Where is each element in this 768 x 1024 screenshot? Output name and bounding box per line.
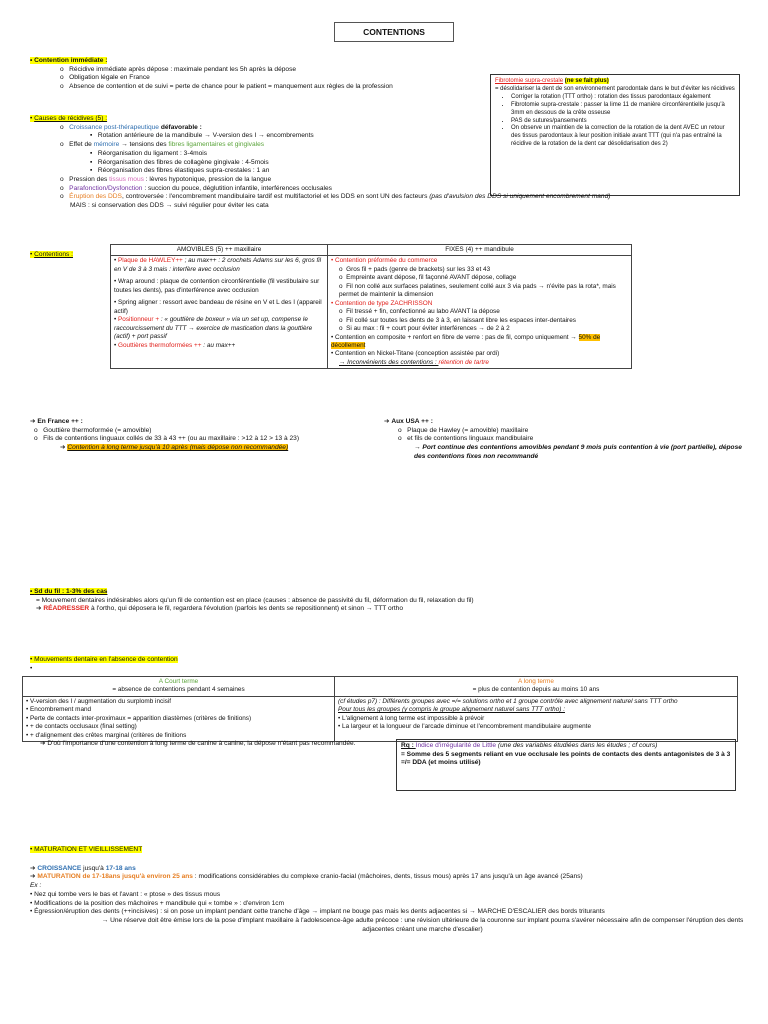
list-item: • PAS de sutures/pansements: [511, 118, 735, 126]
list-item: ▪ Réorganisation du ligament : 3-4mois: [90, 149, 208, 157]
list-item: o Pression des tissus mous : lèvres hypotonique, pression de la langue: [60, 175, 272, 183]
list-item: • Égression/éruption des dents (++incisives) : si on pose un implant pendant cette tranche d'âge → implant ne bouge pas mais les dents adjacentes si → MARCHE D'ESCALIER des bords triturants: [30, 908, 605, 916]
sd-fil-line: ➔ RÉADRESSER à l'ortho, qui déposera le fil, regardera l'évolution (parfois les dents se repositionnent) et sinon → TTT ortho: [36, 605, 403, 613]
immediate-section: [30, 57, 393, 92]
list-item: • Nez qui tombe vers le bas et l'avant : « ptose » des tissus mous: [30, 890, 221, 898]
list-item: ▪ Réorganisation des fibres élastiques supra-crestales : 1 an: [90, 167, 270, 175]
france-section: ➔ En France ++ : o Gouttière thermoformée (= amovible) o Fils de contentions linguaux collés de 33 à 43 ++ (ou au maxillaire : >12 à 12 > 13 à 23) ➔ Contention à long terme jusqu'à 10 après (mais dépose non recommandée): [30, 418, 380, 453]
contentions-header: • Contentions :: [30, 251, 73, 258]
amovibles-cell: • Plaque de HAWLEY++ ; au max++ : 2 crochets Adams sur les 6, gros fil en V de 3 à 3 mais : interfère avec occlusion • Wrap around : plaque de contention circonférentielle (fil vestibulaire sur toutes les dents), pas d'interférence avec occlusion • Spring aligner : ressort avec bandeau de résine en V et L des I (appareil actif) • Positionneur + : « gouttière de boxeur » via un set up, compense le raccourcissement du TTT → exercice de mastication dans la gouttière (actif) + port passif • Gouttières thermoformées ++ : au max++: [111, 256, 328, 369]
list-item: ▪ Réorganisation des fibres de collagène gingivale : 4-5mois: [90, 158, 269, 166]
court-terme-cell: • V-version des I / augmentation du surplomb incisif • Encombrement mand • Perte de contacts inter-proximaux = apparition diastèmes (critères de finitions) • + de contacts occlusaux (final setting) • + d'alignement des crêtes marginal (critères de finitions: [23, 696, 335, 741]
table-header: A long terme = plus de contention depuis au moins 10 ans: [335, 677, 738, 697]
list-item: o et fils de contentions linguaux mandibulaire: [398, 435, 534, 443]
list-item: ▪ Rotation antérieure de la mandibule → V-version des I → encombrements: [90, 132, 314, 140]
sd-fil-section: [30, 588, 750, 614]
long-terme-cell: (cf études p7) : Différents groupes avec =/= solutions ortho et 1 groupe contrôle avec alignement naturel sans TTT ortho Pour tous les groupes (y compris le groupe alignement naturel sans TTT ortho) : • L'alignement à long terme est impossible à prévoir • La largeur et la longueur de l'arcade diminue et l'encombrement mandibulaire augmente: [335, 696, 738, 741]
causes-section: [30, 115, 750, 211]
list-item: o Obligation légale en France: [60, 74, 150, 82]
maturation-header: • MATURATION ET VIEILLISSEMENT: [30, 846, 143, 853]
list-item: MAIS : si conservation des DDS → suivi régulier pour éviter les cata: [70, 202, 269, 210]
list-item: o Absence de contention et de suivi = perte de chance pour le patient = manquement aux règles de la profession: [60, 83, 393, 91]
fibrotomy-note: (ne se fait plus): [564, 78, 609, 84]
contentions-table: [110, 244, 632, 369]
usa-section: ➔ Aux USA ++ : o Plaque de Hawley (= amovible) maxillaire o et fils de contentions linguaux mandibulaire → Port continue des contentions amovibles pendant 9 mois puis contention à vie (port partielle), dépose des contentions fixes non recommandé: [384, 418, 744, 462]
table-header: A Court terme = absence de contentions pendant 4 semaines: [23, 677, 335, 697]
fibrotomy-title: Fibrotomie supra-crestale: [495, 78, 564, 84]
maturation-section: • MATURATION ET VIEILLISSEMENT ➔ CROISSANCE jusqu'à 17-18 ans ➔ MATURATION de 17-18ans jusqu'à environ 25 ans : modifications considérables du complexe cranio-facial (mâchoires, dents, tissus mous) après 17 ans jusqu'à un âge avancé (25ans) Ex : • Nez qui tombe vers le bas et l'avant : « ptose » des tissus mous • Modifications de la position des mâchoires + mandibule qui « tombe » : d'environ 1cm • Égression/éruption des dents (++incisives) : si on pose un implant pendant cette tranche d'âge → implant ne bouge pas mais les dents adjacentes si → MARCHE D'ESCALIER des bords triturants → Une réserve doit être émise lors de la pose d'implant maxillaire à l'adolescence-âge adulte précoce : une révision ultérieure de la couronne sur implant pourra s'avérer nécessaire afin de compenser l'éruption des dents adjacentes créant une marche d'escalier): [30, 846, 755, 934]
list-item: o Effet de mémoire → tensions des fibres ligamentaires et gingivales: [60, 141, 265, 149]
fixes-cell: • Contention préformée du commerce o Gros fil + pads (genre de brackets) sur les 33 et 43 o Empreinte avant dépose, fil façonné AVANT dépose, collage o Fil non collé aux surfaces palatines, seulement collé aux 3 via pads → n'évite pas la rota*, mais permet de maintenir la dimension • Contention de type ZACHRISSON o Fil tressé + fin, confectionné au labo AVANT la dépose o Fil collé sur toutes les dents de 3 à 3, en laissant libre les espaces inter-dentaires o Si au max : fil + court pour éviter interférences → de 2 à 2 • Contention en composite + renfort en fibre de verre : pas de fil, compo uniquement → 50% de décollement • Contention en Nickel-Titane (conception assistée par ordi) → Inconvénients des contentions : rétention de tartre: [328, 256, 632, 369]
france-note: Contention à long terme jusqu'à 10 après (mais dépose non recommandée): [67, 444, 289, 452]
fibrotomy-intro: = désolidariser la dent de son environnement parodontale dans le but d'éviter les récidives: [495, 85, 735, 92]
mouvements-header: • Mouvements dentaire en l'absence de contention •: [30, 656, 178, 672]
list-item: o Éruption des DDS, controversée : l'encombrement mandibulaire tardif est multifactoriel et les DDS en sont UN des facteurs (pas d'avulsion des DDS si uniquement encombrement mand): [60, 193, 611, 201]
mouvements-table: [22, 676, 738, 742]
table-header: AMOVIBLES (5) ++ maxillaire: [111, 245, 328, 256]
list-item: o Gouttière thermoformée (= amovible): [34, 426, 152, 434]
importance-note: ➔ D'où l'importance d'une contention à long terme de canine à canine, la dépose n'étant pas recommandée.: [40, 740, 356, 747]
sd-fil-header: • Sd du fil : 1-3% des cas: [30, 588, 108, 595]
sd-fil-line: = Mouvement dentaires indésirables alors qu'un fil de contention est en place (causes : absence de passivité du fil, déformation du fil, relaxation du fil): [36, 596, 474, 604]
list-item: • Corriger la rotation (TTT ortho) : rotation des tissus parodontaux également: [511, 94, 735, 102]
list-item: o Plaque de Hawley (= amovible) maxillaire: [398, 426, 529, 434]
list-item: o Récidive immédiate après dépose : maximale pendant les 5h après la dépose: [60, 65, 297, 73]
list-item: • Fibrotomie supra-crestale : passer la lime 11 de manière circonférentielle jusqu'à 3mm en dessous de la crête osseuse: [511, 102, 735, 118]
usa-note: → Port continue des contentions amovibles pendant 9 mois puis contention à vie (port partielle), dépose des contentions fixes non recommandé: [414, 444, 742, 460]
page-title: CONTENTIONS: [334, 22, 454, 42]
immediate-header: • Contention immédiate :: [30, 57, 108, 64]
list-item: o Parafonction/Dysfonction : succion du pouce, déglutition infantile, interférences occlusales: [60, 184, 332, 192]
list-item: o Croissance post-thérapeutique défavorable :: [60, 123, 202, 131]
maturation-final: → Une réserve doit être émise lors de la pose d'implant maxillaire à l'adolescence-âge adulte précoce : une révision ultérieure de la couronne sur implant pourra s'avérer nécessaire afin de compenser l'éruption des dents adjacentes créant une marche d'escalier): [101, 916, 744, 933]
list-item: • On observe un maintien de la correction de la rotation de la dent AVEC un retour des tissus parodontaux à leur position initiale avant TTT (qui n'a pas entraîné la récidive de la rotation de la dent car désolidarisation des 2): [511, 125, 735, 149]
list-item: o Fils de contentions linguaux collés de 33 à 43 ++ (ou au maxillaire : >12 à 12 > 13 à 23): [34, 435, 300, 443]
causes-header: • Causes de récidives (5) :: [30, 115, 108, 122]
list-item: • Modifications de la position des mâchoires + mandibule qui « tombe » : d'environ 1cm: [30, 899, 285, 907]
table-header: FIXES (4) ++ mandibule: [328, 245, 632, 256]
little-box: Rq : Indice d'irrégularité de Little (une des variables étudiées dans les études ; cf cours) = Somme des 5 segments reliant en vue occlusale les points de contacts des dents antagonistes de 3 à 3 =/= DDA (et moins utilisé): [396, 739, 736, 791]
